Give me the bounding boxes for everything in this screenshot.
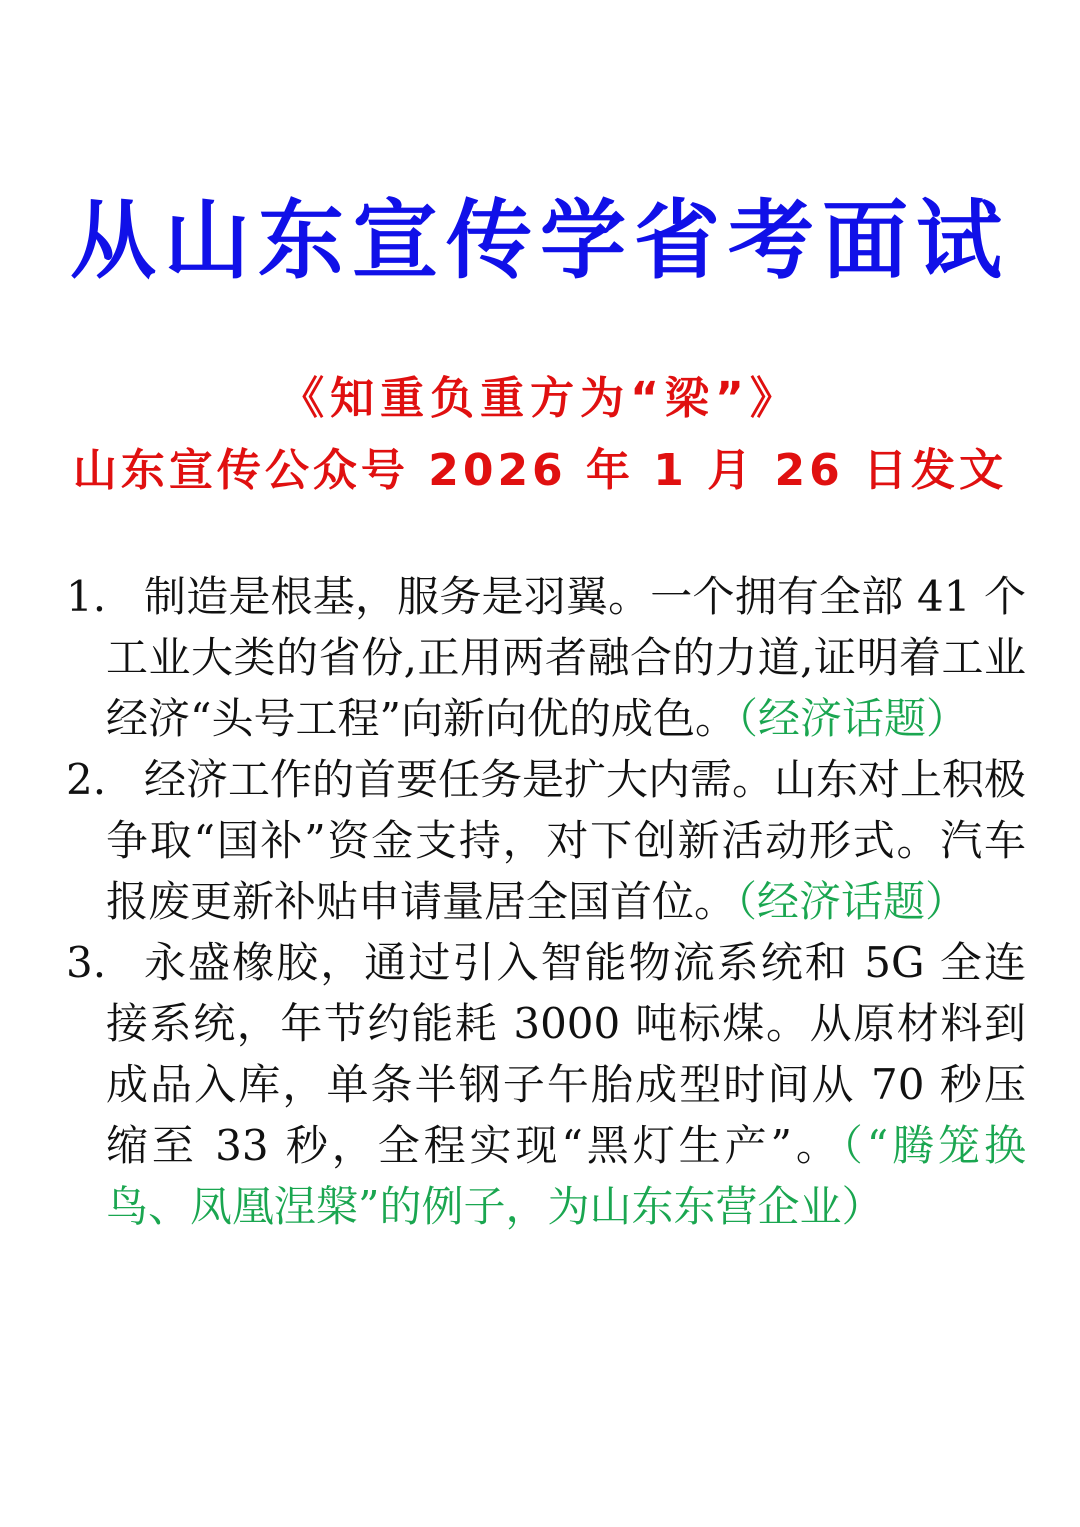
item-body [106, 932, 1026, 1237]
topic-tag: （“腾笼换鸟、凤凰涅槃”的例子，为山东东营企业） [106, 1121, 1026, 1231]
source-line: 山东宣传公众号 2026 年 1 月 26 日发文 [72, 445, 1008, 496]
item-number: 1. [66, 572, 107, 621]
item-number: 2. [66, 755, 107, 804]
item-text: 经济工作的首要任务是扩大内需。山东对上积极争取“国补”资金支持，对下创新活动形式。汽车报废更新补贴申请量居全国首位。 [106, 755, 1027, 926]
item-text: 永盛橡胶，通过引入智能物流系统和 5G 全连接系统，年节约能耗 3000 吨标煤。从原材料到成品入库，单条半钢子午胎成型时间从 70 秒压缩至 33 秒，全程实现“黑灯生产”。 [106, 938, 1026, 1170]
list-item [66, 932, 1026, 1237]
list-item [66, 566, 1026, 749]
item-body [106, 566, 1026, 749]
point-list [66, 566, 1026, 1237]
topic-tag: （经济话题） [736, 694, 968, 743]
list-item [66, 749, 1026, 932]
page-title: 从山东宣传学省考面试 [70, 191, 1010, 291]
article-title: 《知重负重方为“梁”》 [280, 373, 800, 424]
item-text: 制造是根基，服务是羽翼。一个拥有全部 41 个工业大类的省份,正用两者融合的力道,证明着工业经济“头号工程”向新向优的成色。 [106, 572, 1026, 743]
item-number: 3. [66, 938, 107, 987]
item-body [106, 749, 1026, 932]
topic-tag: （经济话题） [736, 877, 968, 926]
